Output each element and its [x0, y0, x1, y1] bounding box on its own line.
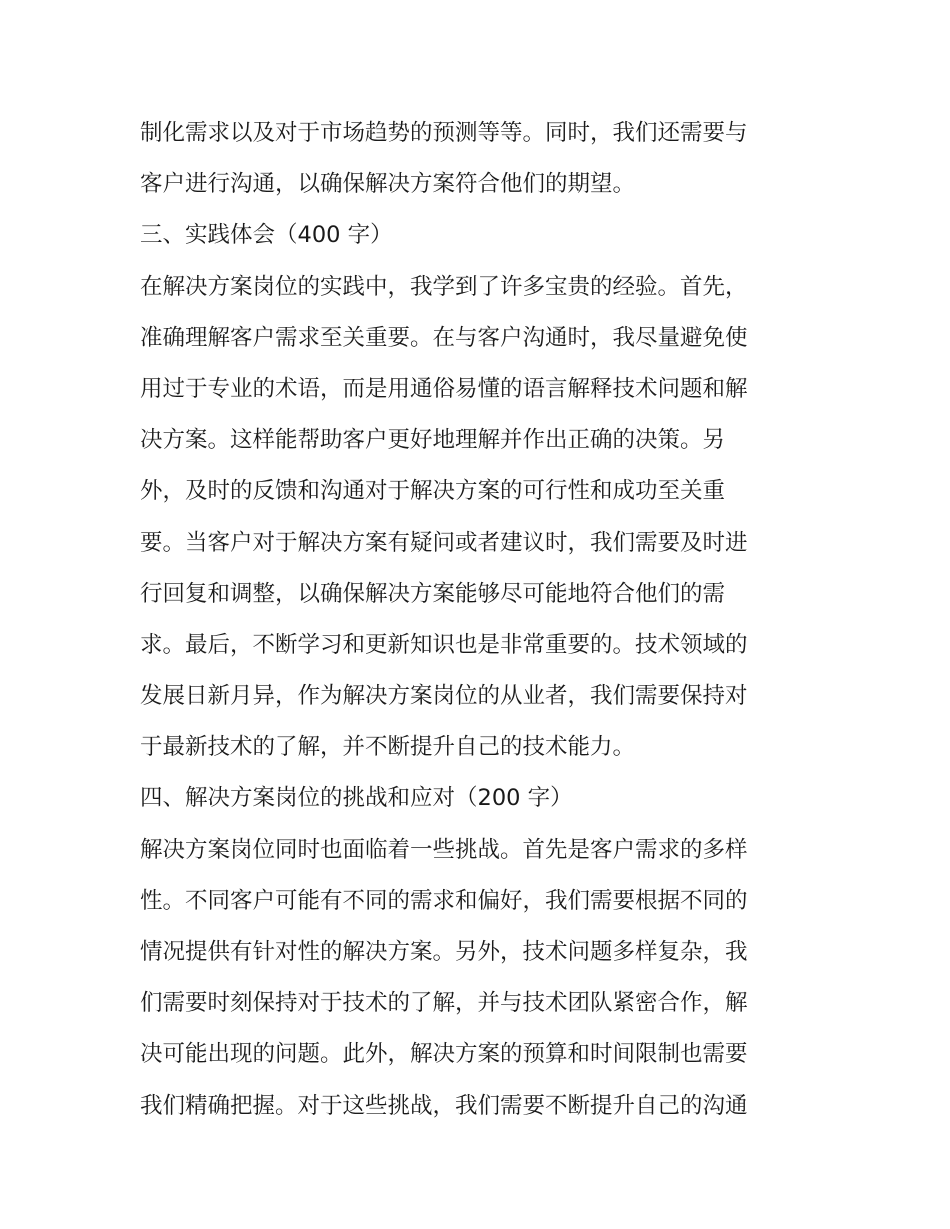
text-line: 外，及时的反馈和沟通对于解决方案的可行性和成功至关重	[140, 478, 726, 505]
text-line: 性。不同客户可能有不同的需求和偏好，我们需要根据不同的	[140, 887, 748, 914]
text-line: 行回复和调整，以确保解决方案能够尽可能地符合他们的需	[140, 580, 726, 607]
section-heading: 三、实践体会（400 字）	[140, 222, 393, 249]
text-line: 情况提供有针对性的解决方案。另外，技术问题多样复杂，我	[140, 939, 748, 965]
text-line: 决方案。这样能帮助客户更好地理解并作出正确的决策。另	[140, 427, 726, 454]
section-heading: 四、解决方案岗位的挑战和应对（200 字）	[140, 785, 573, 812]
text-line: 准确理解客户需求至关重要。在与客户沟通时，我尽量避免使	[140, 324, 748, 351]
text-line: 要。当客户对于解决方案有疑问或者建议时，我们需要及时进	[140, 529, 748, 556]
text-line: 们需要时刻保持对于技术的了解，并与技术团队紧密合作，解	[140, 990, 748, 1017]
text-line: 求。最后，不断学习和更新知识也是非常重要的。技术领域的	[140, 631, 748, 658]
text-line: 用过于专业的术语，而是用通俗易懂的语言解释技术问题和解	[140, 375, 748, 402]
text-line: 解决方案岗位同时也面临着一些挑战。首先是客户需求的多样	[140, 836, 748, 863]
text-line: 决可能出现的问题。此外，解决方案的预算和时间限制也需要	[140, 1041, 748, 1068]
text-line: 在解决方案岗位的实践中，我学到了许多宝贵的经验。首先，	[140, 273, 748, 300]
text-line: 发展日新月异，作为解决方案岗位的从业者，我们需要保持对	[140, 683, 748, 710]
text-line: 于最新技术的了解，并不断提升自己的技术能力。	[140, 734, 636, 761]
text-line: 制化需求以及对于市场趋势的预测等等。同时，我们还需要与	[140, 120, 748, 146]
text-line: 客户进行沟通，以确保解决方案符合他们的期望。	[140, 171, 636, 198]
body-text	[140, 108, 820, 1132]
text-line: 我们精确把握。对于这些挑战，我们需要不断提升自己的沟通	[140, 1092, 748, 1119]
